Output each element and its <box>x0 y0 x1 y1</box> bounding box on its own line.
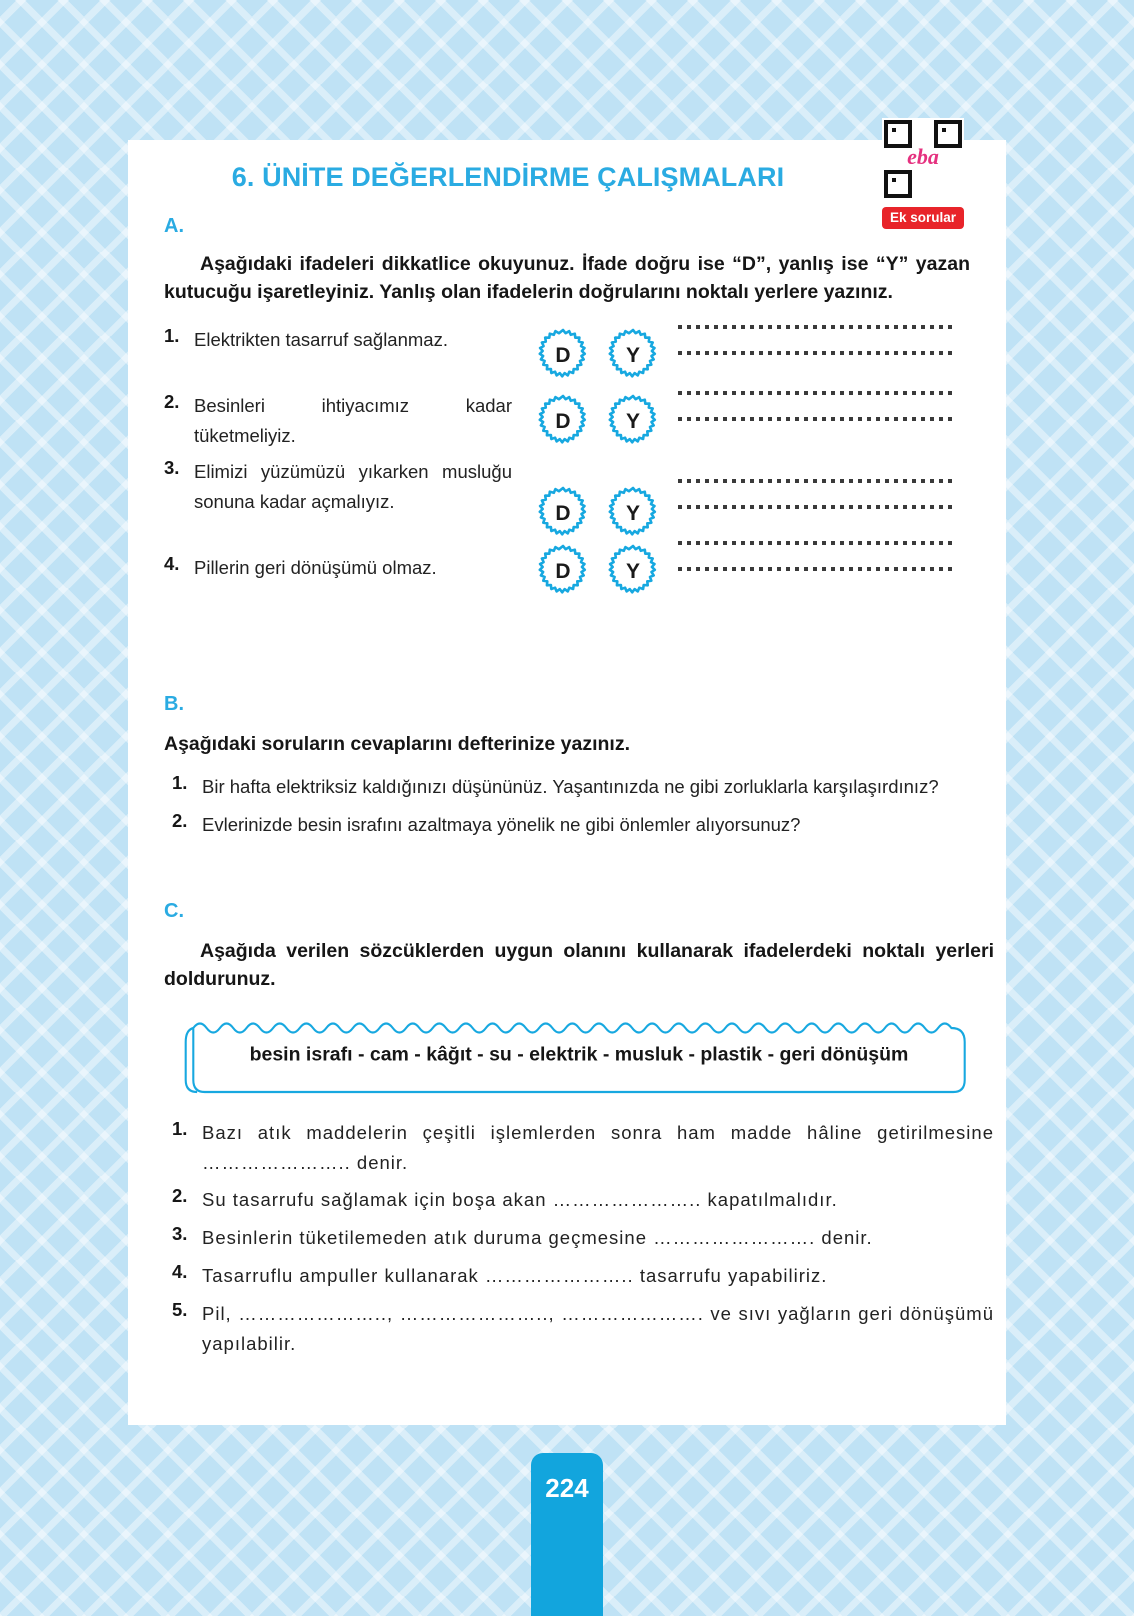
answer-choices-4 <box>534 543 662 601</box>
item-number: 1. <box>172 772 188 794</box>
section-b-item-2 <box>164 810 994 840</box>
item-text: Pillerin geri dönüşümü olmaz. <box>194 556 437 578</box>
answer-line[interactable] <box>678 391 956 395</box>
eba-logo: eba <box>907 144 939 170</box>
qr-code-icon[interactable] <box>882 118 964 200</box>
answer-line[interactable] <box>678 417 956 421</box>
page-number-tab: 224 <box>531 1453 603 1616</box>
item-text: Evlerinizde besin israfını azaltmaya yönelik ne gibi önlemler alıyorsunuz? <box>202 814 801 836</box>
section-b-letter: B. <box>164 693 184 715</box>
item-number: 1. <box>172 1117 188 1139</box>
answer-line[interactable] <box>678 567 956 571</box>
answer-choices-3 <box>534 485 662 543</box>
section-a-item-2 <box>164 391 970 451</box>
option-label: D <box>555 344 571 368</box>
item-text[interactable]: Su tasarrufu sağlamak için boşa akan ………………….. kapatılmalıdır. <box>202 1189 838 1211</box>
item-text: Elektrikten tasarruf sağlanmaz. <box>194 328 448 350</box>
section-a-instruction: Aşağıdaki ifadeleri dikkatlice okuyunuz. İfade doğru ise “D”, yanlış ise “Y” yazan kutucuğu işaretleyiniz. Yanlış olan ifadelerin doğrularını noktalı yerlere yazınız. <box>164 253 970 304</box>
section-c-item-4 <box>164 1261 994 1291</box>
section-a-item-3 <box>164 457 970 543</box>
section-c-letter: C. <box>164 900 184 922</box>
word-bank-text: besin israfı - cam - kâğıt - su - elektrik - musluk - plastik - geri dönüşüm <box>249 1043 909 1066</box>
section-c-item-1 <box>164 1118 994 1178</box>
option-label: D <box>555 410 571 434</box>
section-a-item-1 <box>164 325 970 385</box>
answer-lines-4 <box>662 541 970 571</box>
option-label: Y <box>625 502 640 526</box>
qr-finder-bottom-left-icon <box>884 170 912 198</box>
item-text[interactable]: Tasarruflu ampuller kullanarak ………………….. tasarrufu yapabiliriz. <box>202 1265 828 1287</box>
page-title: 6. ÜNİTE DEĞERLENDİRME ÇALIŞMALARI <box>231 162 785 192</box>
answer-lines-3 <box>662 479 970 509</box>
item-text[interactable]: Besinlerin tüketilemeden atık duruma geçmesine ……………………. denir. <box>202 1227 873 1249</box>
answer-option-y[interactable] <box>604 393 662 451</box>
answer-lines-1 <box>662 325 970 355</box>
word-bank-box <box>180 1016 978 1094</box>
answer-option-y[interactable] <box>604 327 662 385</box>
answer-choices-1 <box>534 327 662 385</box>
option-label: D <box>555 502 571 526</box>
page-card <box>128 140 1006 1425</box>
section-b-item-1 <box>164 772 994 802</box>
item-text[interactable]: Pil, ………………….., ………………….., …………………. ve sıvı yağların geri dönüşümü yapılabilir. <box>202 1303 994 1355</box>
answer-line[interactable] <box>678 325 956 329</box>
item-number: 2. <box>172 810 188 832</box>
section-c-instruction: Aşağıda verilen sözcüklerden uygun olanını kullanarak ifadelerdeki noktalı yerleri doldurunuz. <box>164 940 994 991</box>
item-text: Bir hafta elektriksiz kaldığınızı düşününüz. Yaşantınızda ne gibi zorluklarla karşılaşırdınız? <box>202 776 939 798</box>
section-a-letter: A. <box>164 215 184 237</box>
answer-line[interactable] <box>678 479 956 483</box>
option-label: D <box>555 560 571 584</box>
option-label: Y <box>625 410 640 434</box>
section-c-item-3 <box>164 1223 994 1253</box>
answer-lines-2 <box>662 391 970 421</box>
answer-line[interactable] <box>678 351 956 355</box>
ek-sorular-button[interactable]: Ek sorular <box>882 207 964 229</box>
item-number: 3. <box>164 456 180 478</box>
option-label: Y <box>625 344 640 368</box>
answer-line[interactable] <box>678 505 956 509</box>
item-number: 2. <box>164 390 180 412</box>
answer-choices-2 <box>534 393 662 451</box>
answer-option-d[interactable] <box>534 485 592 543</box>
item-text: Besinleri ihtiyacımız kadar tüketmeliyiz. <box>194 394 512 446</box>
answer-option-d[interactable] <box>534 543 592 601</box>
item-number: 4. <box>172 1261 188 1283</box>
item-text: Elimizi yüzümüzü yıkarken musluğu sonuna kadar açmalıyız. <box>194 460 512 512</box>
item-number: 4. <box>164 552 180 574</box>
item-number: 1. <box>164 324 180 346</box>
item-number: 2. <box>172 1185 188 1207</box>
qr-block <box>882 118 964 229</box>
section-b-instruction: Aşağıdaki soruların cevaplarını defterinize yazınız. <box>164 733 630 755</box>
option-label: Y <box>625 560 640 584</box>
section-a-item-4 <box>164 553 970 601</box>
section-c-item-2 <box>164 1185 994 1215</box>
item-text[interactable]: Bazı atık maddelerin çeşitli işlemlerden sonra ham madde hâline getirilmesine ………………….. denir. <box>202 1121 994 1173</box>
answer-option-d[interactable] <box>534 327 592 385</box>
item-number: 3. <box>172 1223 188 1245</box>
answer-option-y[interactable] <box>604 485 662 543</box>
answer-option-y[interactable] <box>604 543 662 601</box>
item-number: 5. <box>172 1299 188 1321</box>
answer-option-d[interactable] <box>534 393 592 451</box>
answer-line[interactable] <box>678 541 956 545</box>
section-c-item-5 <box>164 1299 994 1359</box>
